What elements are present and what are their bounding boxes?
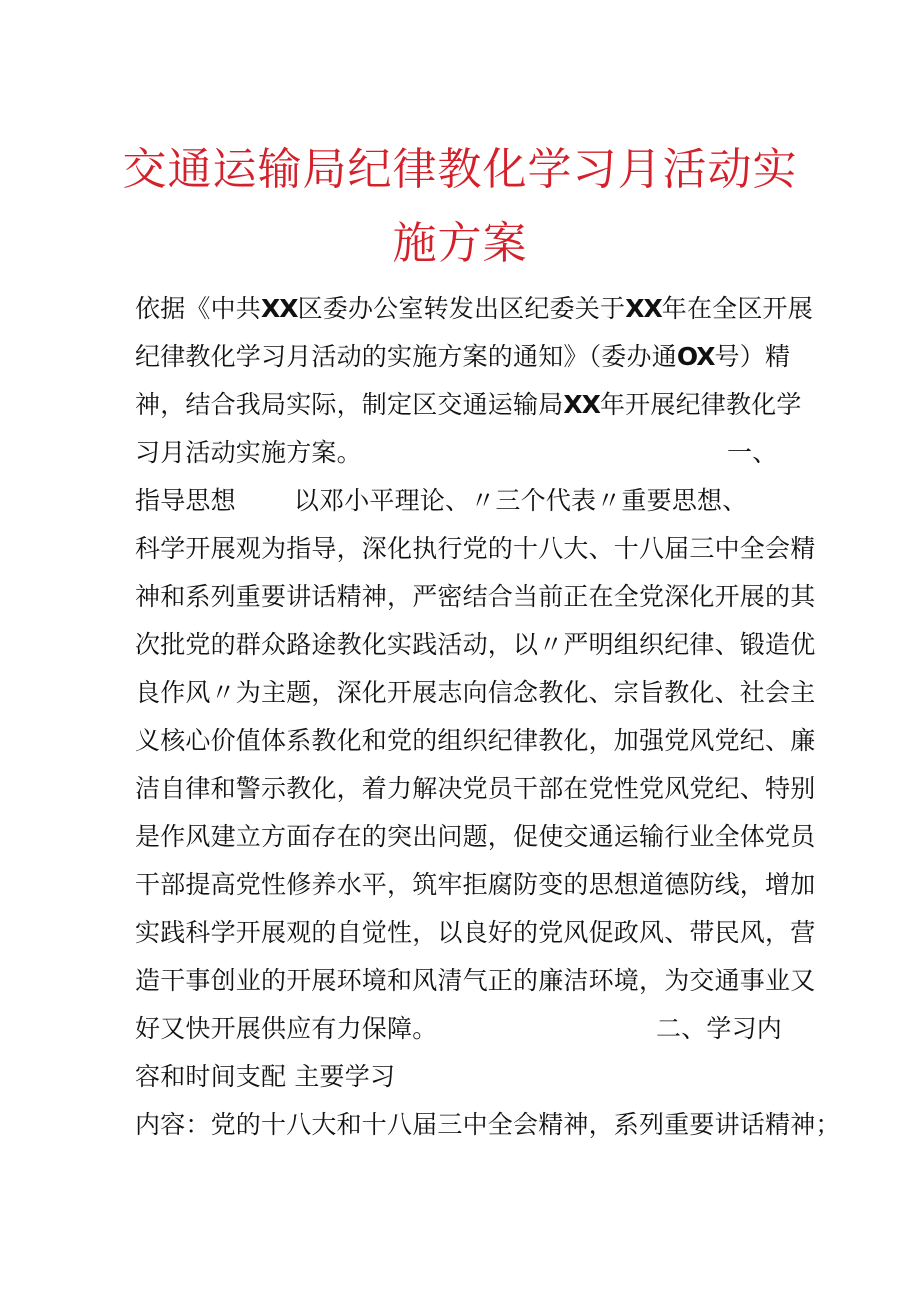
section-heading: 二、学习内: [656, 1014, 783, 1043]
placeholder-code: OX: [676, 342, 715, 371]
section1-line: 义核心价值体系教化和党的组织纪律教化，加强党风党纪、廉: [135, 726, 816, 755]
section1-heading-line: [135, 484, 795, 518]
section1-line: 造干事创业的开展环境和风清气正的廉洁环境，为交通事业又: [135, 966, 816, 995]
section-heading: 指导思想: [135, 486, 236, 515]
section1-line: 良作风〃为主题，深化开展志向信念教化、宗旨教化、社会主: [135, 678, 816, 707]
intro-text: 号）精: [714, 342, 791, 371]
section1-line: 干部提高党性修养水平，筑牢拒腐防变的思想道德防线，增加: [135, 870, 816, 899]
section-number: 一、: [727, 438, 778, 467]
section2-heading-line: 容和时间支配 主要学习: [135, 1062, 396, 1091]
intro-text: 纪律教化学习月活动的实施方案的通知》（委办通: [135, 342, 677, 371]
intro-text: 年在全区开展: [661, 294, 813, 323]
section-text: 好又快开展供应有力保障。: [135, 1014, 438, 1043]
document-title-line-2: 施方案: [392, 218, 528, 269]
placeholder-code: XX: [563, 390, 600, 419]
intro-line-2: [135, 340, 795, 374]
intro-line-3: [135, 388, 802, 422]
intro-line-1: [135, 292, 813, 326]
placeholder-code: XX: [261, 294, 298, 323]
document-title-line-1: 交通运输局纪律教化学习月活动实: [122, 144, 798, 195]
section-text: 以邓小平理论、〃三个代表〃重要思想、: [293, 486, 748, 515]
intro-text: 神，结合我局实际，制定区交通运输局: [135, 390, 564, 419]
section1-last-line: [135, 1012, 795, 1046]
section2-content-line: 内容：党的十八大和十八届三中全会精神，系列重要讲话精神；: [135, 1110, 841, 1139]
intro-text: 依据《中共: [135, 294, 262, 323]
section1-line: 是作风建立方面存在的突出问题，促使交通运输行业全体党员: [135, 822, 816, 851]
intro-text: 区委办公室转发出区纪委关于: [297, 294, 626, 323]
section1-line: 科学开展观为指导，深化执行党的十八大、十八届三中全会精: [135, 534, 816, 563]
intro-line-4: [135, 436, 795, 470]
intro-text: 习月活动实施方案。: [135, 438, 362, 467]
section1-line: 实践科学开展观的自觉性，以良好的党风促政风、带民风，营: [135, 918, 816, 947]
section1-line: 洁自律和警示教化，着力解决党员干部在党性党风党纪、特别: [135, 774, 816, 803]
section1-line: 次批党的群众路途教化实践活动，以〃严明组织纪律、锻造优: [135, 630, 816, 659]
placeholder-code: XX: [625, 294, 662, 323]
section1-line: 神和系列重要讲话精神，严密结合当前正在全党深化开展的其: [135, 582, 816, 611]
intro-text: 年开展纪律教化学: [599, 390, 802, 419]
